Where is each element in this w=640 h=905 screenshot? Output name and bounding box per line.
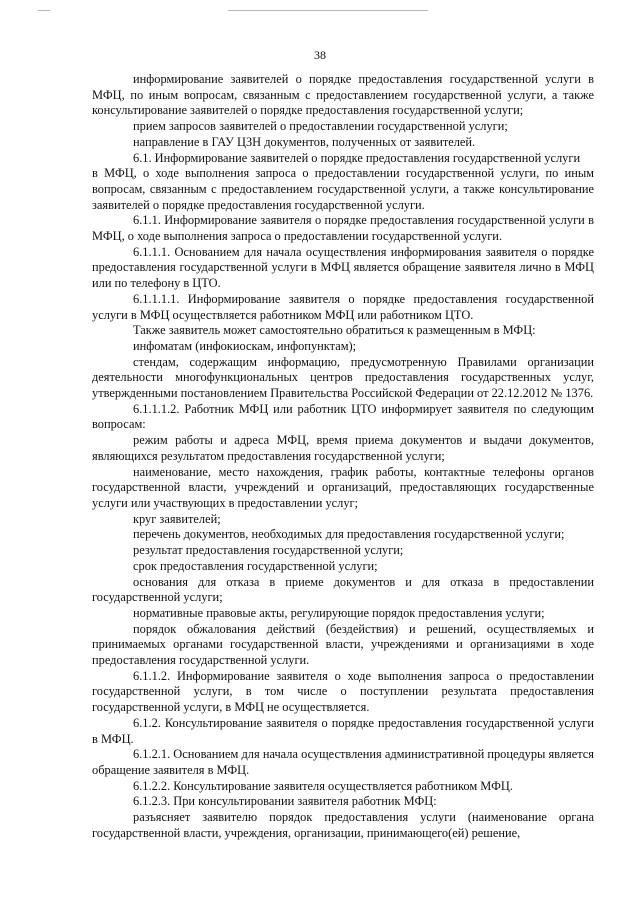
- paragraph: 6.1.2.2. Консультирование заявителя осуществляется работником МФЦ.: [133, 778, 513, 793]
- paragraph: нормативные правовые акты, регулирующие порядок предоставления услуги;: [133, 605, 545, 620]
- paragraph: основания для отказа в приеме документов и для отказа в предоставлении государственной услуги;: [92, 574, 594, 605]
- paragraph: круг заявителей;: [133, 511, 221, 526]
- paragraph: 6.1. Информирование заявителей о порядке предоставления государственной услуги: [133, 150, 581, 165]
- paragraph: 6.1.2. Консультирование заявителя о порядке предоставления государственной услуги в МФЦ.: [92, 715, 594, 746]
- paragraph: 6.1.1.1. Основанием для начала осуществления информирования заявителя о порядке предоставления государственной услуги в МФЦ является обращение заявителя лично в МФЦ или по телефону в ЦТО.: [92, 244, 594, 291]
- paragraph: 6.1.2.1. Основанием для начала осуществления административной процедуры является обращение заявителя в МФЦ.: [92, 747, 594, 777]
- scan-artifact-line: [38, 10, 50, 11]
- paragraph: информирование заявителей о порядке предоставления государственной услуги в МФЦ, по иным вопросам, связанным с предоставлением государственной услуги, а также консультирование заявителей о порядке предоставления государственной услуги;: [92, 72, 594, 118]
- paragraph: инфоматам (инфокиоскам, инфопунктам);: [133, 338, 357, 353]
- paragraph: Также заявитель может самостоятельно обратиться к размещенным в МФЦ:: [133, 323, 536, 338]
- paragraph: наименование, место нахождения, график работы, контактные телефоны органов государственной власти, учреждений и организаций, предоставляющих государственные услуги или участвующих в предоставлении услуг;: [92, 464, 594, 510]
- paragraph: 6.1.1.1.2. Работник МФЦ или работник ЦТО информирует заявителя по следующим вопросам:: [92, 401, 594, 432]
- paragraph: прием запросов заявителей о предоставлении государственной услуги;: [133, 119, 508, 134]
- page-number: 38: [314, 48, 326, 62]
- document-body: [92, 72, 594, 841]
- scan-artifact-line: [228, 10, 428, 11]
- paragraph: режим работы и адреса МФЦ, время приема документов и выдачи документов, являющихся результатом предоставления государственной услуги;: [92, 433, 594, 463]
- paragraph: перечень документов, необходимых для предоставления государственной услуги;: [133, 527, 565, 542]
- paragraph: в МФЦ, о ходе выполнения запроса о предоставлении государственной услуги, по иным вопросам, связанным с предоставлением государственной услуги, а также консультирование заявителей о порядке предоставления государственной услуги.: [92, 166, 594, 212]
- paragraph: 6.1.1. Информирование заявителя о порядке предоставления государственной услуги в МФЦ, о ходе выполнения запроса о предоставлении государственной услуги.: [92, 213, 594, 244]
- paragraph: срок предоставления государственной услуги;: [133, 558, 378, 573]
- paragraph: разъясняет заявителю порядок предоставления услуги (наименование органа государственной власти, учреждения, организации, принимающего(ей) решение,: [92, 810, 594, 840]
- paragraph: стендам, содержащим информацию, предусмотренную Правилами организации деятельности многофункциональных центров предоставления государственных услуг, утвержденными постановлением Правительства Российской Федерации от 22.12.2012 № 1376.: [92, 354, 594, 401]
- paragraph: результат предоставления государственной услуги;: [133, 543, 404, 558]
- paragraph: порядок обжалования действий (бездействия) и решений, осуществляемых и принимаемых органами государственной власти, учреждениями и организациями в ходе предоставления государственной услуги.: [92, 621, 594, 668]
- paragraph: 6.1.2.3. При консультировании заявителя работник МФЦ:: [133, 794, 437, 809]
- paragraph: 6.1.1.2. Информирование заявителя о ходе выполнения запроса о предоставлении государственной услуги, в том числе о поступлении результата предоставления государственной услуги, в МФЦ не осуществляется.: [92, 668, 594, 715]
- paragraph: 6.1.1.1.1. Информирование заявителя о порядке предоставления государственной услуги в МФЦ осуществляется работником МФЦ или работником ЦТО.: [92, 291, 594, 322]
- paragraph: направление в ГАУ ЦЗН документов, полученных от заявителей.: [133, 134, 476, 149]
